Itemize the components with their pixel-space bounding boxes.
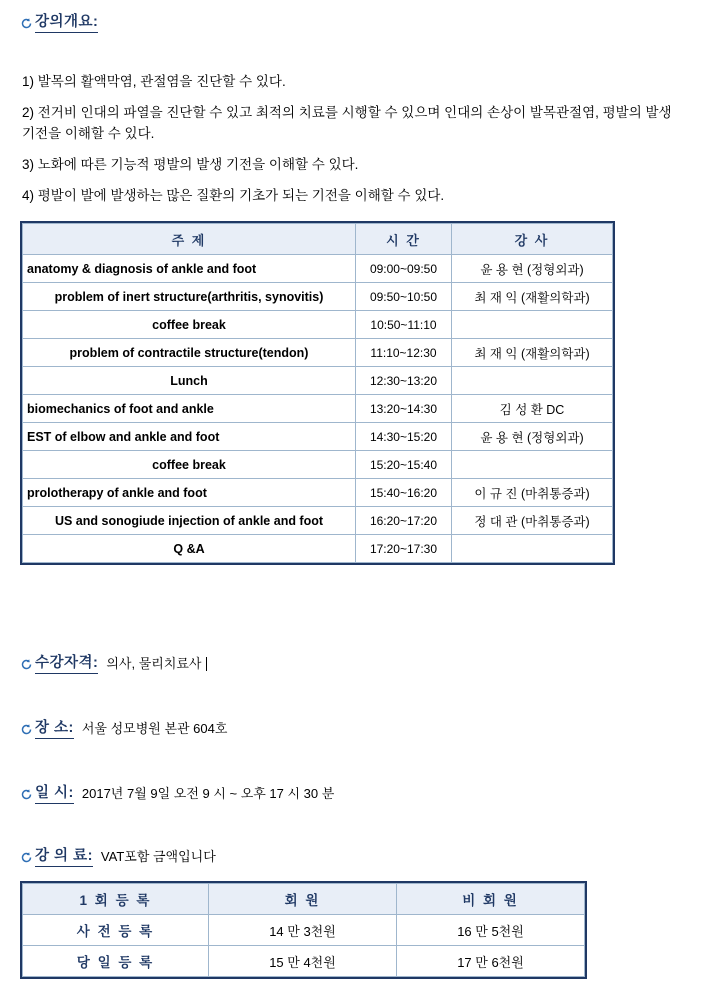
cell-time: 09:50~10:50: [356, 283, 452, 311]
cell-topic: prolotherapy of ankle and foot: [23, 479, 356, 507]
refresh-bullet-icon: [20, 788, 33, 801]
table-header-row: [23, 884, 585, 915]
section-value-venue: 서울 성모병원 본관 604호: [81, 720, 228, 736]
cell-time: 13:20~14:30: [356, 395, 452, 423]
section-title-overview: 강의개요:: [35, 14, 98, 33]
cell-lecturer: 윤 용 현 (정형외과): [452, 423, 613, 451]
cell-lecturer: [452, 367, 613, 395]
schedule-table-wrapper: [20, 221, 615, 565]
cell-time: 11:10~12:30: [356, 339, 452, 367]
cell-topic: coffee break: [23, 311, 356, 339]
cell-time: 16:20~17:20: [356, 507, 452, 535]
cell-topic: EST of elbow and ankle and foot: [23, 423, 356, 451]
section-value-eligibility: 의사, 물리치료사: [106, 655, 202, 671]
cell-nonmember-fee: 16 만 5천원: [397, 915, 585, 946]
cell-lecturer: 최 재 익 (재활의학과): [452, 339, 613, 367]
cell-registration-type: 사 전 등 록: [23, 915, 209, 946]
section-heading-overview: [20, 14, 98, 33]
fee-table-wrapper: [20, 881, 587, 979]
fee-table: [22, 883, 585, 977]
section-heading-eligibility: [20, 655, 207, 674]
refresh-bullet-icon: [20, 723, 33, 736]
table-row: [23, 255, 613, 283]
col-header-nonmember: 비 회 원: [397, 884, 585, 915]
cell-time: 12:30~13:20: [356, 367, 452, 395]
col-header-member: 회 원: [209, 884, 397, 915]
cell-topic: anatomy & diagnosis of ankle and foot: [23, 255, 356, 283]
refresh-bullet-icon: [20, 658, 33, 671]
cell-time: 17:20~17:30: [356, 535, 452, 563]
table-row: [23, 451, 613, 479]
objective-item: 1) 발목의 활액막염, 관절염을 진단할 수 있다.: [22, 74, 286, 89]
objective-item: 4) 평발이 발에 발생하는 많은 질환의 기초가 되는 기전을 이해할 수 있다.: [22, 187, 445, 203]
table-row: [23, 507, 613, 535]
cell-lecturer: [452, 451, 613, 479]
refresh-bullet-icon: [20, 851, 33, 864]
col-header-registration-type: 1 회 등 록: [23, 884, 209, 915]
cell-lecturer: 정 대 관 (마취통증과): [452, 507, 613, 535]
cell-time: 15:20~15:40: [356, 451, 452, 479]
table-row: [23, 915, 585, 946]
text-caret: [206, 657, 207, 671]
cell-topic: problem of contractile structure(tendon): [23, 339, 356, 367]
objectives-list: [22, 72, 682, 217]
cell-time: 10:50~11:10: [356, 311, 452, 339]
cell-nonmember-fee: 17 만 6천원: [397, 946, 585, 977]
cell-lecturer: 최 재 익 (재활의학과): [452, 283, 613, 311]
col-header-time: 시 간: [356, 224, 452, 255]
cell-topic: problem of inert structure(arthritis, synovitis): [23, 283, 356, 311]
cell-lecturer: [452, 535, 613, 563]
cell-topic: Q &A: [23, 535, 356, 563]
table-row: [23, 311, 613, 339]
cell-member-fee: 15 만 4천원: [209, 946, 397, 977]
table-row: [23, 283, 613, 311]
cell-time: 09:00~09:50: [356, 255, 452, 283]
col-header-lecturer: 강 사: [452, 224, 613, 255]
cell-registration-type: 당 일 등 록: [23, 946, 209, 977]
col-header-topic: 주 제: [23, 224, 356, 255]
table-row: [23, 479, 613, 507]
table-row: [23, 423, 613, 451]
cell-topic: biomechanics of foot and ankle: [23, 395, 356, 423]
section-title-fee: 강 의 료:: [35, 848, 93, 867]
cell-time: 14:30~15:20: [356, 423, 452, 451]
table-row: [23, 535, 613, 563]
cell-topic: coffee break: [23, 451, 356, 479]
table-header-row: [23, 224, 613, 255]
table-row: [23, 395, 613, 423]
section-value-datetime: 2017년 7월 9일 오전 9 시 ~ 오후 17 시 30 분: [81, 785, 335, 801]
section-value-fee: VAT포함 금액입니다: [100, 848, 216, 864]
table-row: [23, 946, 585, 977]
table-row: [23, 367, 613, 395]
cell-lecturer: 윤 용 현 (정형외과): [452, 255, 613, 283]
objective-item: 3) 노화에 따른 기능적 평발의 발생 기전을 이해할 수 있다.: [22, 156, 359, 172]
cell-member-fee: 14 만 3천원: [209, 915, 397, 946]
cell-lecturer: 이 규 진 (마취통증과): [452, 479, 613, 507]
section-heading-venue: [20, 720, 227, 739]
cell-lecturer: [452, 311, 613, 339]
table-row: [23, 339, 613, 367]
refresh-bullet-icon: [20, 17, 33, 30]
objective-item: 2) 전거비 인대의 파열을 진단할 수 있고 최적의 치료를 시행할 수 있으며 인대의 손상이 발목관절염, 평발의 발생 기전을 이해할 수 있다.: [22, 104, 672, 141]
schedule-table: [22, 223, 613, 563]
cell-topic: Lunch: [23, 367, 356, 395]
section-title-venue: 장 소:: [35, 720, 74, 739]
cell-lecturer: 김 성 환 DC: [452, 395, 613, 423]
section-title-eligibility: 수강자격:: [35, 655, 98, 674]
cell-time: 15:40~16:20: [356, 479, 452, 507]
section-heading-datetime: [20, 785, 334, 804]
section-heading-fee: [20, 848, 216, 867]
section-title-datetime: 일 시:: [35, 785, 74, 804]
cell-topic: US and sonogiude injection of ankle and foot: [23, 507, 356, 535]
